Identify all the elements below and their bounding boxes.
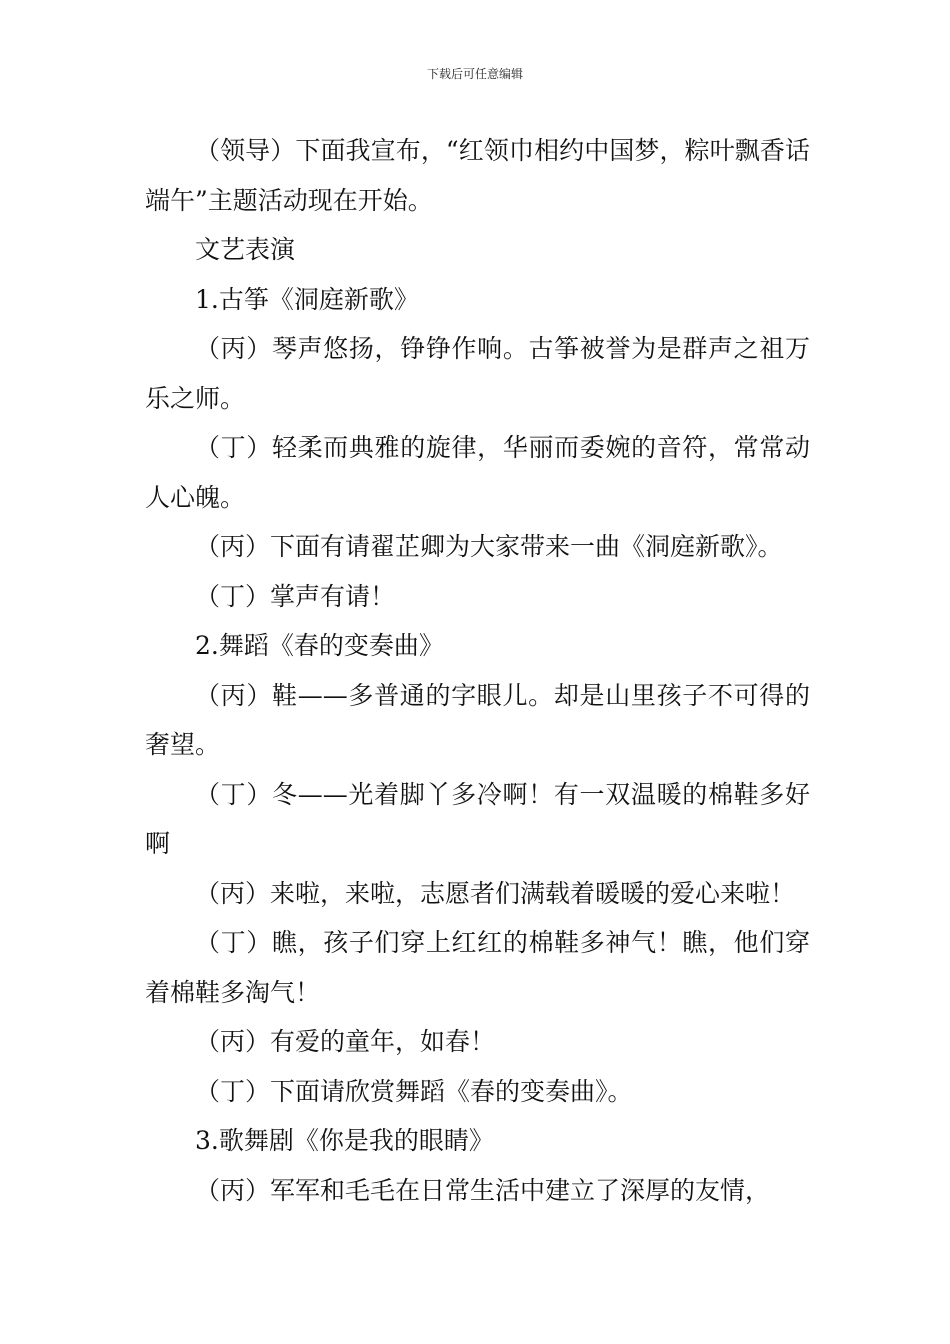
paragraph-dialogue: （丁）瞧，孩子们穿上红红的棉鞋多神气！瞧，他们穿着棉鞋多淘气！ — [145, 928, 810, 1007]
paragraph-opening-announcement: （领导）下面我宣布，“红领巾相约中国梦，粽叶飘香话端午”主题活动现在开始。 — [145, 136, 810, 215]
paragraph-program-item: 1.古筝《洞庭新歌》 — [195, 284, 419, 314]
paragraph-dialogue: （丁）掌声有请！ — [195, 581, 396, 611]
page-header: 下载后可任意编辑 — [426, 67, 523, 81]
paragraph-program-item: 2.舞蹈《春的变奏曲》 — [195, 631, 444, 660]
paragraph-program-item: 3.歌舞剧《你是我的眼睛》 — [195, 1126, 494, 1155]
paragraph-dialogue: （丙）鞋——多普通的字眼儿。却是山里孩子不可得的奢望。 — [145, 680, 810, 759]
paragraph-dialogue: （丙）有爱的童年，如春！ — [195, 1027, 496, 1056]
document-body — [145, 126, 810, 1215]
paragraph-dialogue: （丙）军军和毛毛在日常生活中建立了深厚的友情， — [195, 1175, 771, 1205]
paragraph-dialogue: （丁）下面请欣赏舞蹈《春的变奏曲》。 — [195, 1076, 633, 1106]
paragraph-dialogue: （丙）琴声悠扬，铮铮作响。古筝被誉为是群声之祖万乐之师。 — [145, 334, 810, 413]
paragraph-dialogue: （丙）下面有请翟芷卿为大家带来一曲《洞庭新歌》。 — [195, 532, 783, 561]
paragraph-dialogue: （丙）来啦，来啦，志愿者们满载着暖暖的爱心来啦！ — [195, 878, 796, 908]
paragraph-dialogue: （丁）轻柔而典雅的旋律，华丽而委婉的音符，常常动人心魄。 — [145, 433, 810, 512]
paragraph-dialogue: （丁）冬——光着脚丫多冷啊！有一双温暖的棉鞋多好啊 — [145, 779, 810, 858]
paragraph-section-heading: 文艺表演 — [195, 235, 296, 264]
